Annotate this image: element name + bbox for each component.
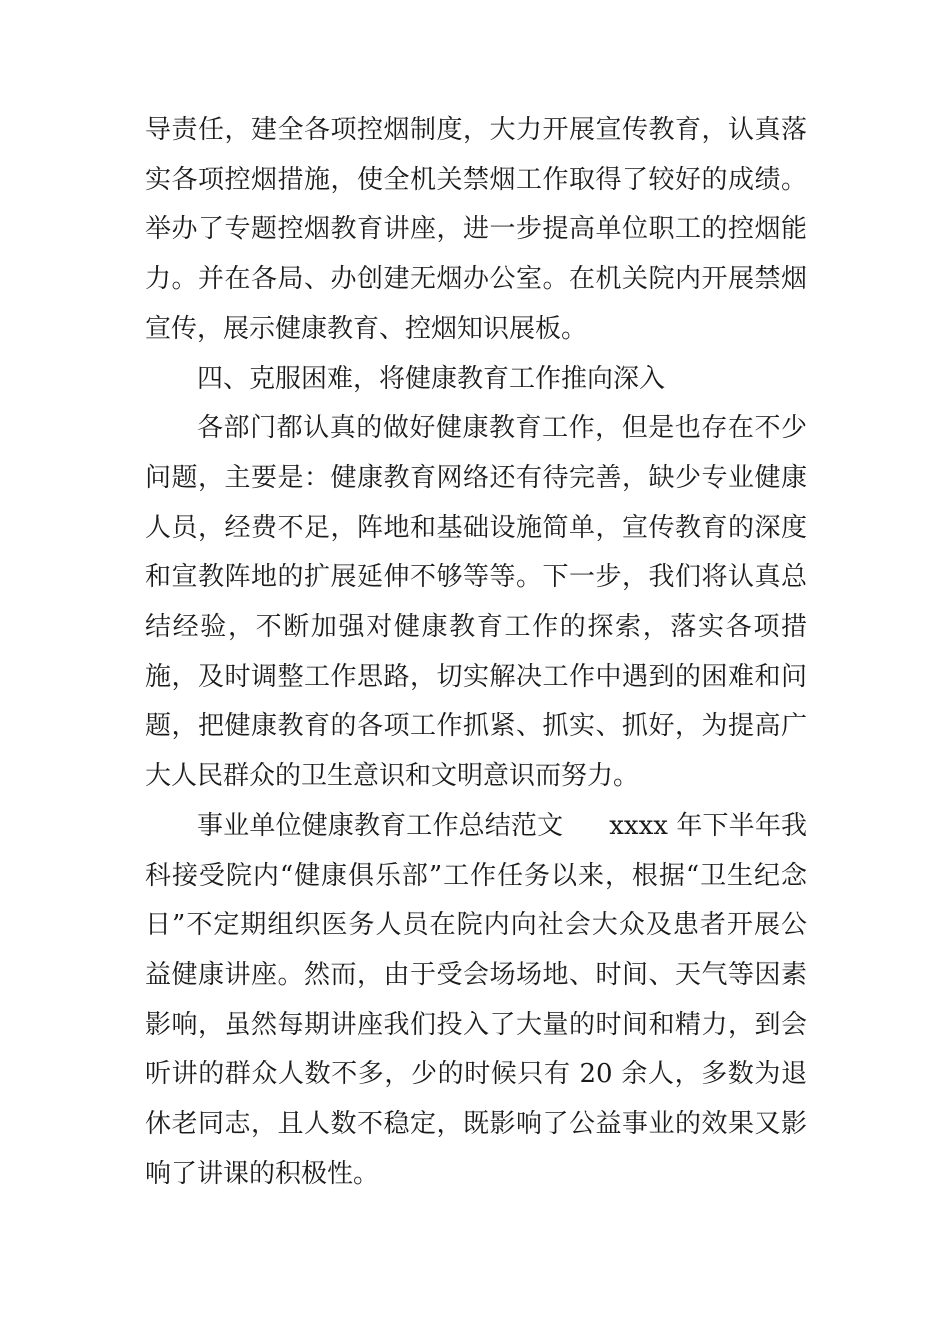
paragraph-smoking-control: 导责任，建全各项控烟制度，大力开展宣传教育，认真落实各项控烟措施，使全机关禁烟工作取得了较好的成绩。举办了专题控烟教育讲座，进一步提高单位职工的控烟能力。并在各局、办创建无烟办公室。在机关院内开展禁烟宣传，展示健康教育、控烟知识展板。 [145, 115, 807, 344]
document-body [145, 106, 807, 1199]
summary-body: xxxx 年下半年我科接受院内“健康俱乐部”工作任务以来，根据“卫生纪念日”不定期组织医务人员在院内向社会大众及患者开展公益健康讲座。然而，由于受会场场地、时间、天气等因素影响，虽然每期讲座我们投入了大量的时间和精力，到会听讲的群众人数不多，少的时候只有 20 余人，多数为退休老同志，且人数不稳定，既影响了公益事业的效果又影响了讲课的积极性。 [145, 810, 807, 1189]
summary-title: 事业单位健康教育工作总结范文 [197, 810, 564, 841]
paragraph-problems-next-steps: 各部门都认真的做好健康教育工作，但是也存在不少问题，主要是：健康教育网络还有待完善，缺少专业健康人员，经费不足，阵地和基础设施简单，宣传教育的深度和宣教阵地的扩展延伸不够等等。下一步，我们将认真总结经验，不断加强对健康教育工作的探索，落实各项措施，及时调整工作思路，切实解决工作中遇到的困难和问题，把健康教育的各项工作抓紧、抓实、抓好，为提高广大人民群众的卫生意识和文明意识而努力。 [145, 413, 807, 792]
section-heading-overcome-difficulties: 四、克服困难，将健康教育工作推向深入 [197, 363, 666, 394]
paragraph-summary-sample [145, 802, 807, 1200]
